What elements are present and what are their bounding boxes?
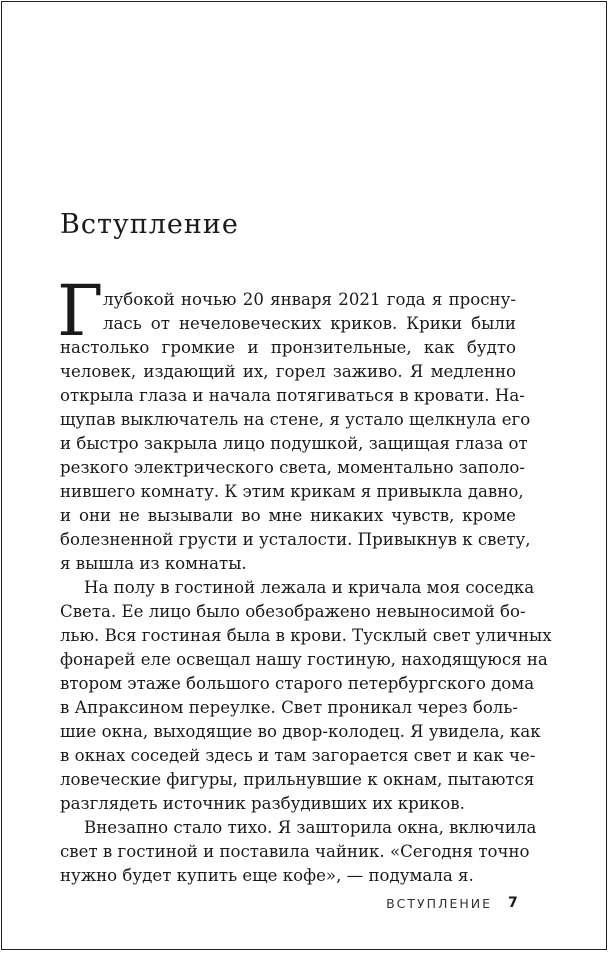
body-line: в Апраксином переулке. Свет проникал через боль- [60,698,518,717]
body-line: Света. Ее лицо было обезображено невыносимой бо- [60,602,526,621]
body-line: фонарей еле освещал нашу гостиную, находящуюся на [60,650,548,669]
body-line: ловеческие фигуры, прильнувшие к окнам, пытаются [60,770,535,789]
body-line: Внезапно стало тихо. Я зашторила окна, включила [84,818,537,837]
body-line: нужно будет купить еще кофе», — подумала я. [60,866,474,885]
body-line: втором этаже большого старого петербургского дома [60,674,535,693]
body-line: я вышла из комнаты. [60,554,247,573]
running-head: ВСТУПЛЕНИЕ [386,896,492,911]
body-line: На полу в гостиной лежала и кричала моя соседка [84,578,535,597]
page-number: 7 [508,895,518,911]
body-line: разглядеть источник разбудивших их криков. [60,794,465,813]
body-line: резкого электрического света, моментально заполо- [60,458,525,477]
body-line: шие окна, выходящие во двор-колодец. Я увидела, как [60,722,541,741]
body-line: лью. Вся гостиная была в крови. Тусклый свет уличных [60,626,552,645]
chapter-title: Вступление [60,209,239,240]
body-line: и они не вызывали во мне никаких чувств, кроме [60,506,516,525]
body-line: нившего комнату. К этим крикам я привыкла давно, [60,482,524,501]
body-line: человек, издающий их, горел заживо. Я медленно [60,362,516,381]
drop-cap: Г [57,270,104,352]
body-line: в окнах соседей здесь и там загорается свет и как че- [60,746,536,765]
body-line: лубокой ночью 20 января 2021 года я просну- [103,290,516,309]
body-line: настолько громкие и пронзительные, как будто [60,338,516,357]
body-line: открыла глаза и начала потягиваться в кровати. На- [60,386,525,405]
body-line: щупав выключатель на стене, я устало щелкнула его [60,410,531,429]
body-line: лась от нечеловеческих криков. Крики были [103,314,516,333]
body-line: и быстро закрыла лицо подушкой, защищая глаза от [60,434,528,453]
body-line: свет в гостиной и поставила чайник. «Сегодня точно [60,842,530,861]
body-line: болезненной грусти и усталости. Привыкнув к свету, [60,530,531,549]
